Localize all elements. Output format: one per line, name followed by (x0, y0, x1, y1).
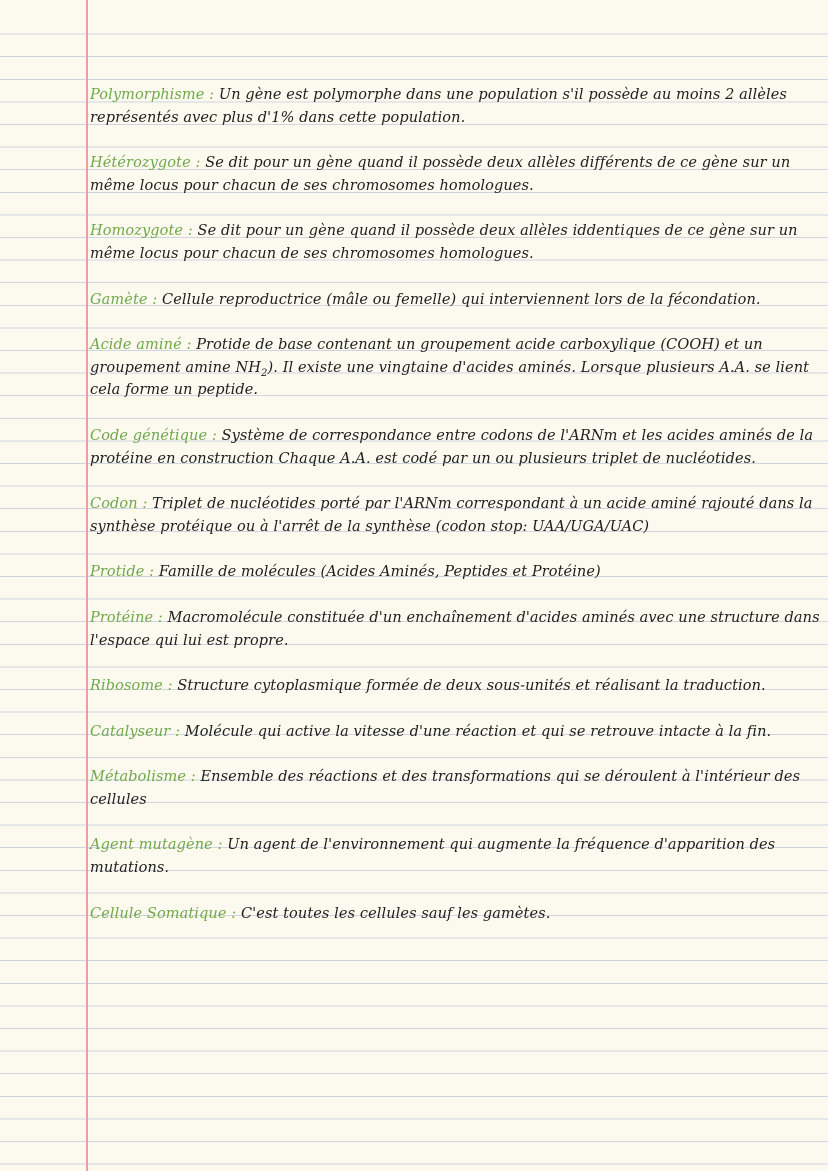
entry-separator: : (211, 427, 217, 444)
entry-ribosome (90, 675, 822, 698)
entry-term: Cellule Somatique (90, 905, 227, 922)
entry-separator: : (217, 837, 223, 854)
entry-separator: : (186, 337, 192, 354)
entry-separator: : (209, 87, 215, 103)
entry-definition: Triplet de nucléotides porté par l'ARNm correspondant à un acide aminé rajouté dans la synthèse protéique ou à l'arrêt de la synthèse (codon stop: UAA/UGA/UAC) (90, 496, 813, 535)
entry-term: Polymorphisme (90, 87, 205, 103)
entry-definition: C'est toutes les cellules sauf les gamètes. (240, 905, 551, 922)
entry-definition: Se dit pour un gène quand il possède deux allèles iddentiques de ce gène sur un même locus pour chacun de ses chromosomes homologues. (90, 223, 798, 262)
entry-term: Homozygote (90, 223, 184, 240)
entry-agent-mutagene (90, 834, 822, 879)
entry-definition: Cellule reproductrice (mâle ou femelle) qui interviennent lors de la fécondation. (162, 291, 761, 308)
entry-definition: Un agent de l'environnement qui augmente la fréquence d'apparition des mutations. (90, 837, 776, 877)
entry-separator: : (195, 155, 201, 172)
entry-separator: : (167, 678, 173, 695)
entry-definition: Structure cytoplasmique formée de deux sous-unités et réalisant la traduction. (177, 678, 766, 695)
entry-separator: : (231, 905, 237, 922)
entry-metabolisme (90, 766, 822, 811)
entry-term: Métabolisme (90, 769, 187, 786)
entry-protide (90, 561, 822, 584)
notes-page (90, 84, 822, 948)
entry-term: Ribosome (90, 678, 163, 695)
entry-code-genetique (90, 425, 822, 470)
entry-term: Protide (90, 564, 145, 581)
entry-definition: Système de correspondance entre codons de l'ARNm et les acides aminés de la protéine en construction Chaque A.A. est codé par un ou plusieurs triplet de nucléotides. (90, 427, 814, 467)
entry-separator: : (157, 609, 163, 626)
entry-separator: : (190, 769, 196, 786)
entry-proteine (90, 607, 822, 652)
entry-separator: : (152, 291, 158, 308)
entry-term: Agent mutagène (90, 837, 213, 854)
entry-definition: Macromolécule constituée d'un enchaînement d'acides aminés avec une structure dans l'espace qui lui est propre. (90, 609, 820, 649)
entry-homozygote (90, 220, 822, 265)
margin-line (86, 0, 88, 1171)
entry-term: Hétérozygote (90, 155, 191, 172)
entry-definition (90, 337, 809, 398)
entry-definition: Un gène est polymorphe dans une population s'il possède au moins 2 allèles représentés avec plus d'1% dans cette population. (90, 87, 787, 126)
entry-definition-part1: Protide de base contenant un groupement acide carboxylique (COOH) et un groupement amine NH (90, 337, 763, 376)
entry-separator: : (175, 723, 181, 740)
entry-separator: : (187, 223, 193, 240)
entry-term: Catalyseur (90, 723, 171, 740)
entry-polymorphisme (90, 84, 822, 129)
entry-definition: Ensemble des réactions et des transformations qui se déroulent à l'intérieur des cellules (90, 769, 801, 808)
entry-term: Codon (90, 496, 138, 513)
entry-term: Code génétique (90, 427, 208, 444)
entry-term: Acide aminé (90, 337, 182, 354)
entry-codon (90, 493, 822, 538)
entry-catalyseur (90, 721, 822, 744)
entry-subscript: 2 (261, 367, 268, 379)
entry-term: Protéine (90, 609, 154, 626)
entry-gamete (90, 289, 822, 312)
entry-separator: : (149, 564, 155, 581)
entry-separator: : (142, 496, 148, 513)
entry-heterozygote (90, 152, 822, 197)
entry-definition-part2: ). Il existe une vingtaine d'acides aminés. Lorsque plusieurs A.A. se lient cela forme un peptide. (90, 359, 810, 399)
entry-cellule-somatique (90, 903, 822, 926)
entry-definition: Molécule qui active la vitesse d'une réaction et qui se retrouve intacte à la fin. (184, 723, 772, 740)
entry-term: Gamète (90, 291, 148, 308)
entry-acide-amine (90, 334, 822, 402)
entry-definition: Se dit pour un gène quand il possède deux allèles différents de ce gène sur un même locus pour chacun de ses chromosomes homologues. (90, 155, 791, 194)
entry-definition: Famille de molécules (Acides Aminés, Peptides et Protéine) (158, 564, 601, 581)
